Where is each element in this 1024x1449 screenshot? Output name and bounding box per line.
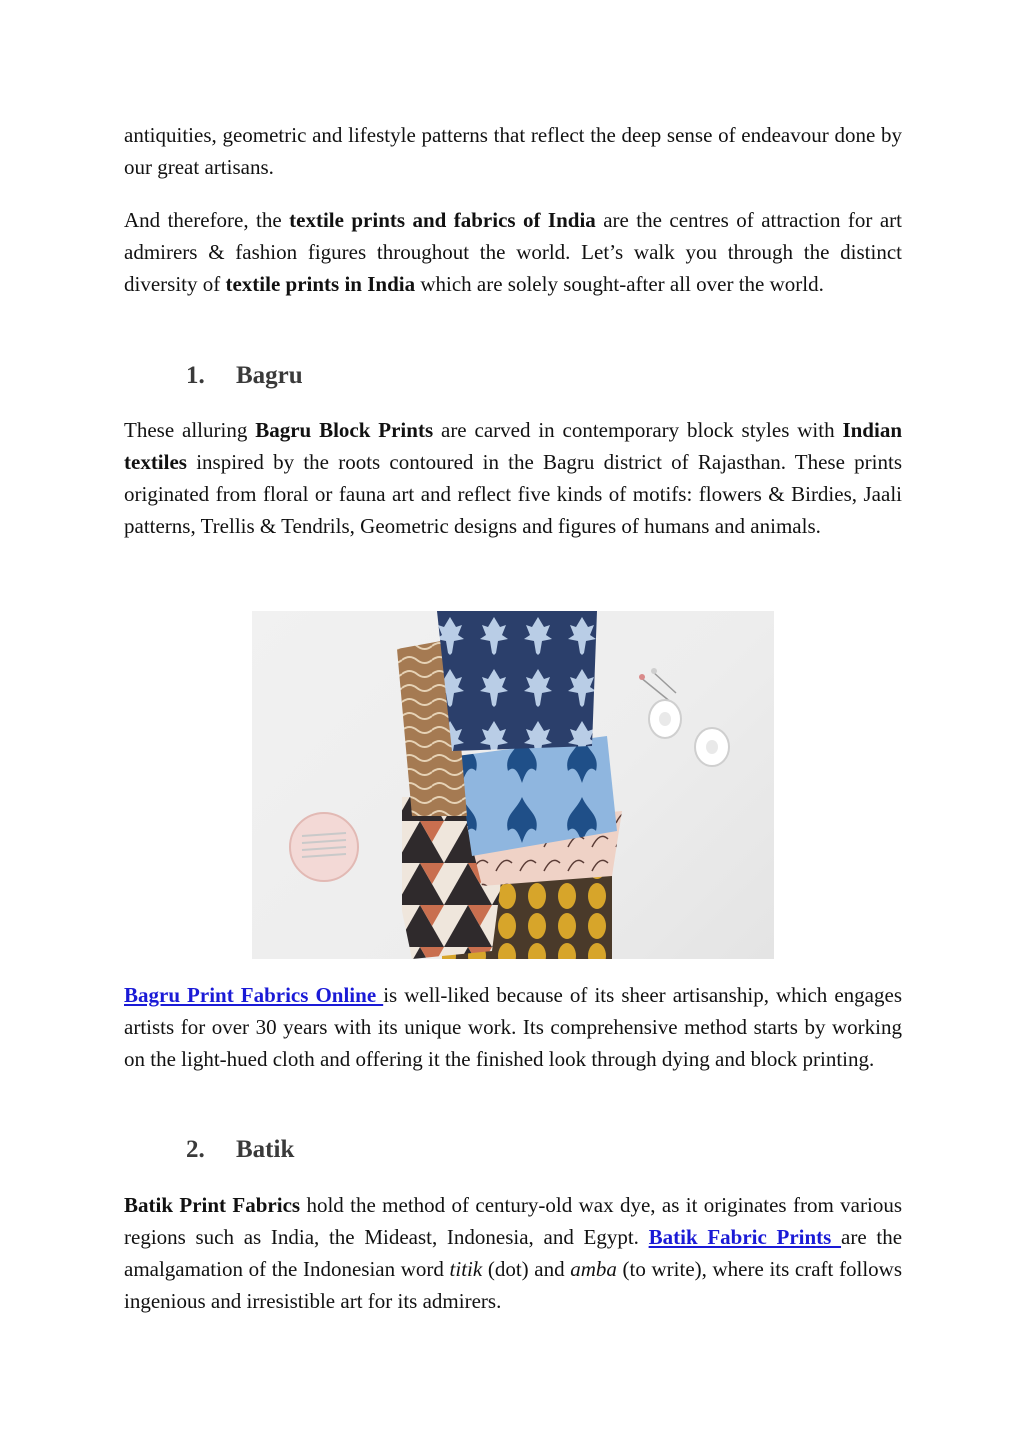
text-run: And therefore, the xyxy=(124,208,290,232)
section-heading-bagru xyxy=(186,362,303,390)
text-run: hold the method of century-old wax dye, as it originates from various regions such as India, the Mideast, Indonesia, and Egypt. xyxy=(124,1193,902,1249)
section-title: Batik xyxy=(236,1136,295,1163)
text-run: are carved in contemporary block styles with xyxy=(433,418,843,442)
section-number: 1. xyxy=(186,362,205,389)
fabric-illustration xyxy=(252,611,774,959)
indigo-fabric xyxy=(437,611,597,751)
needle-case xyxy=(290,813,358,881)
italic-word: amba xyxy=(570,1257,617,1281)
bold-phrase: Bagru Block Prints xyxy=(255,418,434,442)
intro-text: antiquities, geometric and lifestyle patterns that reflect the deep sense of endeavour done by our great artisans. xyxy=(124,123,902,179)
batik-fabric-prints-link[interactable]: Batik Fabric Prints xyxy=(648,1225,842,1249)
section-number: 2. xyxy=(186,1136,205,1163)
intro-paragraph xyxy=(124,119,902,183)
section-title: Bagru xyxy=(236,362,303,389)
pins xyxy=(639,668,676,703)
text-run: inspired by the roots contoured in the Bagru district of Rajasthan. These prints originated from floral or fauna art and reflect five kinds of motifs: flowers & Birdies, Jaali patterns, Trellis & Tendrils, Geometric designs and figures of humans and animals. xyxy=(124,450,902,538)
fabric-photo xyxy=(252,611,774,959)
text-run: are the amalgamation of the Indonesian word xyxy=(124,1225,903,1281)
text-run: is well-liked because of its sheer artisanship, which engages artists for over 30 years with its unique work. Its comprehensive method starts by working on the light-hued cloth and offering it the finished look through dying and block printing. xyxy=(124,983,902,1071)
section-heading-batik xyxy=(186,1136,294,1164)
text-run: which are solely sought-after all over the world. xyxy=(415,272,824,296)
bold-phrase: textile prints and fabrics of India xyxy=(289,208,596,232)
text-run: are the centres of attraction for art admirers & fashion figures throughout the world. Let’s walk you through the distinct diversity of xyxy=(124,208,902,296)
bagru-print-fabrics-link[interactable]: Bagru Print Fabrics Online xyxy=(124,983,384,1007)
bold-phrase: Indian textiles xyxy=(124,418,902,474)
bagru-online-paragraph xyxy=(124,979,902,1075)
bold-phrase: Batik Print Fabrics xyxy=(124,1193,301,1217)
batik-paragraph xyxy=(124,1189,902,1317)
text-run: (dot) and xyxy=(482,1257,571,1281)
bold-phrase: textile prints in India xyxy=(225,272,416,296)
bagru-paragraph xyxy=(124,414,902,542)
thread-spools xyxy=(649,700,729,766)
diversity-paragraph xyxy=(124,204,902,300)
italic-word: titik xyxy=(449,1257,483,1281)
text-run: These alluring xyxy=(124,418,256,442)
text-run: (to write), where its craft follows ingenious and irresistible art for its admirers. xyxy=(124,1257,903,1313)
